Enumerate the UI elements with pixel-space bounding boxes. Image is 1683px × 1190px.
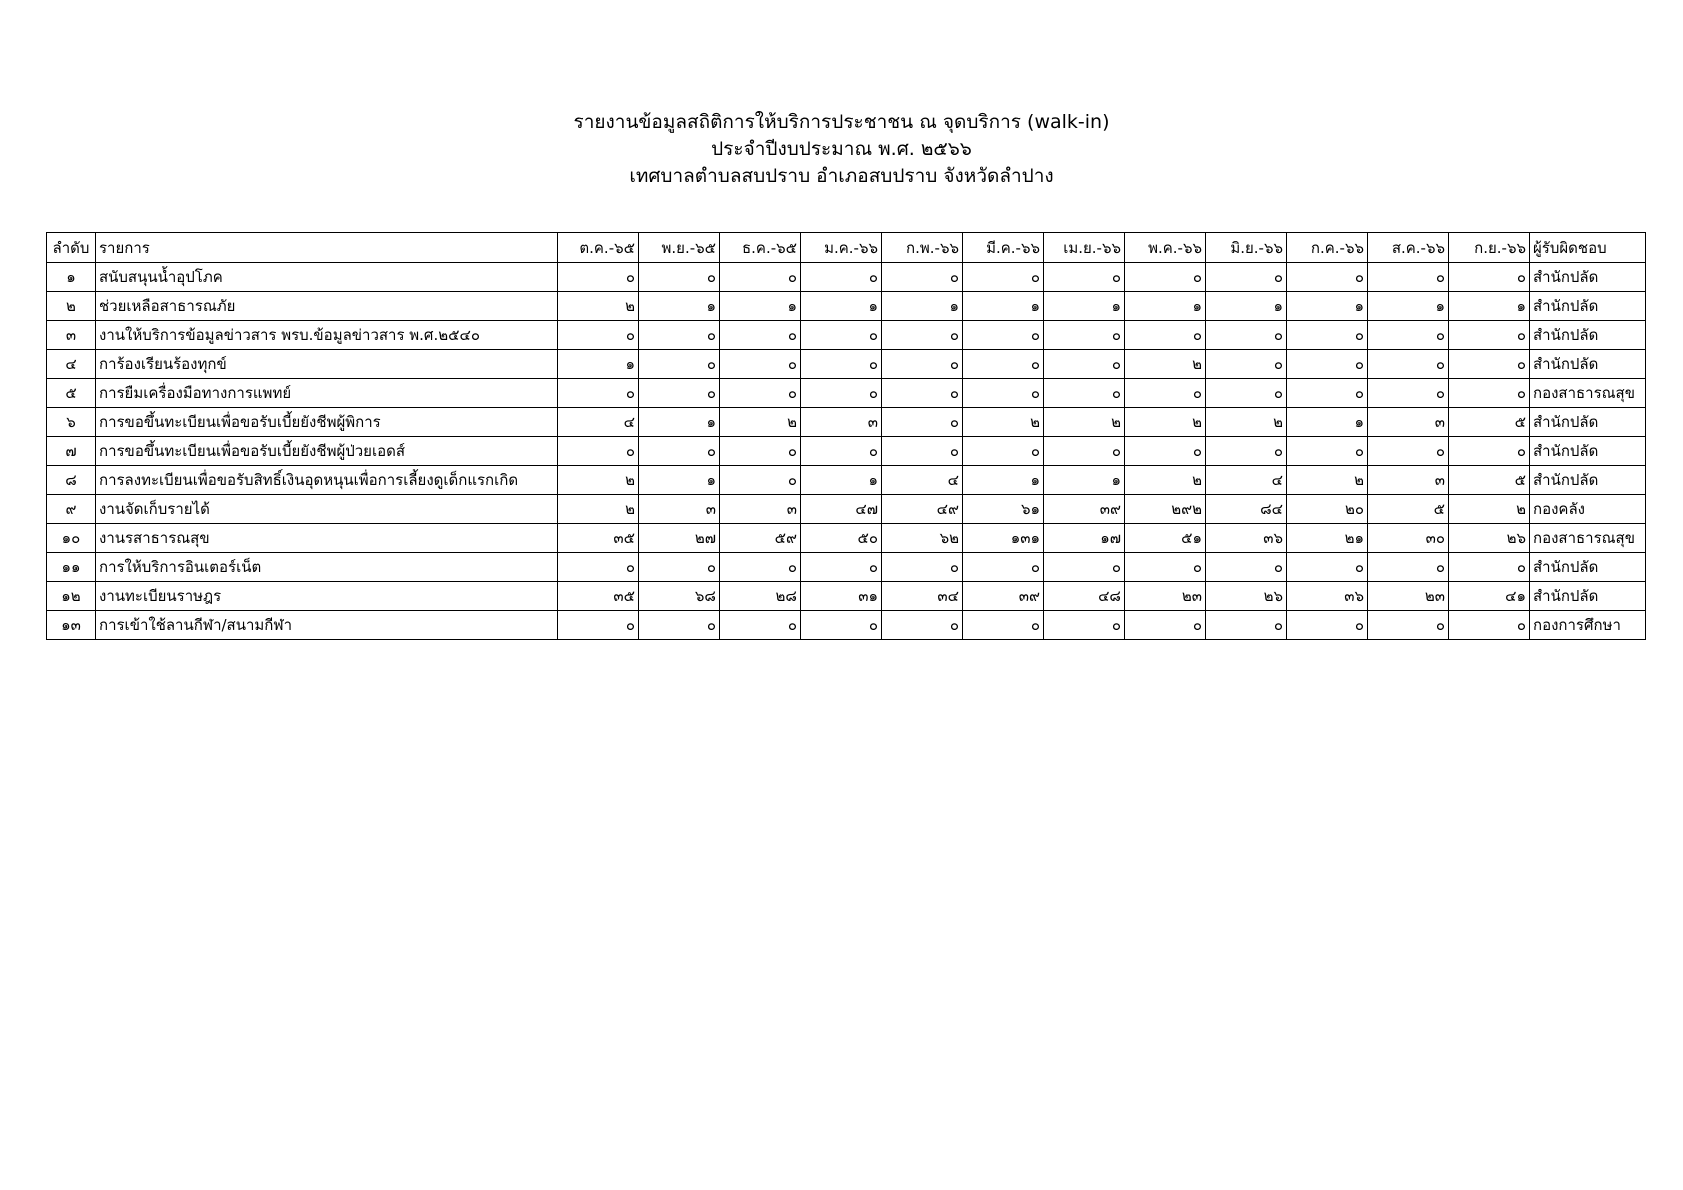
row-month-value-cell: ๐: [1044, 263, 1125, 292]
table-row: [47, 350, 1646, 379]
row-month-value-cell: ๐: [1449, 350, 1530, 379]
row-item-cell: การขอขึ้นทะเบียนเพื่อขอรับเบี้ยยังชีพผู้ป่วยเอดส์: [96, 437, 558, 466]
row-order-cell: ๑๑: [47, 553, 96, 582]
table-row: [47, 263, 1646, 292]
row-month-value-cell: ๐: [1044, 553, 1125, 582]
row-month-value-cell: ๐: [1287, 437, 1368, 466]
row-month-value-cell: ๐: [1368, 379, 1449, 408]
row-month-value-cell: ๐: [1287, 321, 1368, 350]
row-month-value-cell: ๐: [639, 611, 720, 640]
row-month-value-cell: ๐: [720, 466, 801, 495]
table-row: [47, 524, 1646, 553]
row-month-value-cell: ๐: [558, 379, 639, 408]
row-month-value-cell: ๑: [1368, 292, 1449, 321]
row-month-value-cell: ๐: [639, 321, 720, 350]
row-month-value-cell: ๒: [1125, 408, 1206, 437]
row-order-cell: ๑๐: [47, 524, 96, 553]
row-month-value-cell: ๐: [558, 553, 639, 582]
row-order-cell: ๑๒: [47, 582, 96, 611]
row-month-value-cell: ๐: [882, 321, 963, 350]
row-month-value-cell: ๑: [558, 350, 639, 379]
table-row: [47, 611, 1646, 640]
row-month-value-cell: ๐: [882, 263, 963, 292]
row-month-value-cell: ๒: [1125, 350, 1206, 379]
table-row: [47, 582, 1646, 611]
row-responsible-cell: กองคลัง: [1530, 495, 1646, 524]
row-month-value-cell: ๓: [1368, 466, 1449, 495]
row-month-value-cell: ๐: [720, 263, 801, 292]
row-month-value-cell: ๐: [1287, 611, 1368, 640]
row-month-value-cell: ๔๗: [801, 495, 882, 524]
row-month-value-cell: ๔: [558, 408, 639, 437]
row-responsible-cell: สำนักปลัด: [1530, 408, 1646, 437]
row-month-value-cell: ๓๐: [1368, 524, 1449, 553]
row-month-value-cell: ๑: [720, 292, 801, 321]
row-month-value-cell: ๐: [720, 611, 801, 640]
row-month-value-cell: ๓๙: [963, 582, 1044, 611]
row-item-cell: การลงทะเบียนเพื่อขอรับสิทธิ์เงินอุดหนุนเพื่อการเลี้ยงดูเด็กแรกเกิด: [96, 466, 558, 495]
row-month-value-cell: ๐: [1206, 611, 1287, 640]
row-month-value-cell: ๐: [1206, 379, 1287, 408]
row-month-value-cell: ๒: [1044, 408, 1125, 437]
row-month-value-cell: ๐: [882, 437, 963, 466]
row-month-value-cell: ๐: [558, 321, 639, 350]
row-month-value-cell: ๐: [801, 321, 882, 350]
row-month-value-cell: ๑๗: [1044, 524, 1125, 553]
header-item: รายการ: [96, 233, 558, 263]
header-month: มิ.ย.-๖๖: [1206, 233, 1287, 263]
row-month-value-cell: ๐: [1368, 321, 1449, 350]
row-month-value-cell: ๑: [639, 466, 720, 495]
row-month-value-cell: ๓๕: [558, 524, 639, 553]
row-month-value-cell: ๑: [1125, 292, 1206, 321]
row-month-value-cell: ๒: [558, 495, 639, 524]
row-responsible-cell: สำนักปลัด: [1530, 350, 1646, 379]
row-month-value-cell: ๐: [963, 611, 1044, 640]
row-month-value-cell: ๒๙๒: [1125, 495, 1206, 524]
row-month-value-cell: ๐: [558, 611, 639, 640]
table-row: [47, 321, 1646, 350]
header-month: ต.ค.-๖๕: [558, 233, 639, 263]
row-month-value-cell: ๓๖: [1206, 524, 1287, 553]
row-item-cell: การขอขึ้นทะเบียนเพื่อขอรับเบี้ยยังชีพผู้พิการ: [96, 408, 558, 437]
row-month-value-cell: ๐: [1449, 437, 1530, 466]
row-month-value-cell: ๕๑: [1125, 524, 1206, 553]
row-month-value-cell: ๒๖: [1449, 524, 1530, 553]
row-month-value-cell: ๐: [720, 437, 801, 466]
row-month-value-cell: ๐: [1125, 263, 1206, 292]
row-order-cell: ๕: [47, 379, 96, 408]
row-month-value-cell: ๐: [720, 350, 801, 379]
row-responsible-cell: สำนักปลัด: [1530, 582, 1646, 611]
row-month-value-cell: ๐: [639, 263, 720, 292]
row-order-cell: ๑๓: [47, 611, 96, 640]
row-month-value-cell: ๓๙: [1044, 495, 1125, 524]
table-row: [47, 437, 1646, 466]
row-month-value-cell: ๒๑: [1287, 524, 1368, 553]
row-responsible-cell: สำนักปลัด: [1530, 263, 1646, 292]
row-month-value-cell: ๐: [1125, 553, 1206, 582]
row-month-value-cell: ๐: [882, 553, 963, 582]
row-order-cell: ๙: [47, 495, 96, 524]
row-item-cell: การยืมเครื่องมือทางการแพทย์: [96, 379, 558, 408]
row-month-value-cell: ๔: [882, 466, 963, 495]
table-row: [47, 379, 1646, 408]
table-row: [47, 292, 1646, 321]
row-month-value-cell: ๕๐: [801, 524, 882, 553]
row-month-value-cell: ๐: [1044, 379, 1125, 408]
table-row: [47, 466, 1646, 495]
report-title: รายงานข้อมูลสถิติการให้บริการประชาชน ณ จุดบริการ (walk-in): [573, 111, 1110, 133]
row-responsible-cell: สำนักปลัด: [1530, 553, 1646, 582]
row-month-value-cell: ๐: [801, 263, 882, 292]
row-month-value-cell: ๐: [1206, 350, 1287, 379]
row-month-value-cell: ๐: [882, 350, 963, 379]
row-order-cell: ๗: [47, 437, 96, 466]
table-row: [47, 553, 1646, 582]
row-item-cell: งานให้บริการข้อมูลข่าวสาร พรบ.ข้อมูลข่าวสาร พ.ศ.๒๕๔๐: [96, 321, 558, 350]
row-month-value-cell: ๐: [1368, 437, 1449, 466]
row-month-value-cell: ๔: [1206, 466, 1287, 495]
table-header-row: [47, 233, 1646, 263]
row-month-value-cell: ๐: [801, 437, 882, 466]
row-month-value-cell: ๐: [558, 437, 639, 466]
row-month-value-cell: ๐: [1287, 350, 1368, 379]
row-month-value-cell: ๑: [963, 466, 1044, 495]
row-month-value-cell: ๒๖: [1206, 582, 1287, 611]
row-month-value-cell: ๐: [801, 350, 882, 379]
row-month-value-cell: ๑: [1449, 292, 1530, 321]
row-item-cell: การ้องเรียนร้องทุกข์: [96, 350, 558, 379]
row-month-value-cell: ๐: [1287, 553, 1368, 582]
row-month-value-cell: ๖๘: [639, 582, 720, 611]
row-month-value-cell: ๐: [1449, 263, 1530, 292]
row-month-value-cell: ๐: [1044, 437, 1125, 466]
organization-subtitle: เทศบาลตำบลสบปราบ อำเภอสบปราบ จังหวัดลำปาง: [629, 165, 1054, 187]
row-month-value-cell: ๒๓: [1368, 582, 1449, 611]
row-month-value-cell: ๕๙: [720, 524, 801, 553]
row-month-value-cell: ๐: [1206, 437, 1287, 466]
row-month-value-cell: ๑: [801, 466, 882, 495]
header-month: ส.ค.-๖๖: [1368, 233, 1449, 263]
table-row: [47, 408, 1646, 437]
row-month-value-cell: ๓๑: [801, 582, 882, 611]
row-month-value-cell: ๒: [1125, 466, 1206, 495]
row-month-value-cell: ๐: [558, 263, 639, 292]
row-month-value-cell: ๓: [801, 408, 882, 437]
header-month: ม.ค.-๖๖: [801, 233, 882, 263]
row-month-value-cell: ๓: [720, 495, 801, 524]
row-month-value-cell: ๒: [720, 408, 801, 437]
row-month-value-cell: ๐: [801, 379, 882, 408]
row-month-value-cell: ๒: [1206, 408, 1287, 437]
row-month-value-cell: ๖๒: [882, 524, 963, 553]
row-month-value-cell: ๑: [882, 292, 963, 321]
row-month-value-cell: ๓๔: [882, 582, 963, 611]
row-month-value-cell: ๑: [1044, 466, 1125, 495]
row-month-value-cell: ๘๔: [1206, 495, 1287, 524]
row-month-value-cell: ๑: [639, 292, 720, 321]
row-month-value-cell: ๔๘: [1044, 582, 1125, 611]
row-order-cell: ๑: [47, 263, 96, 292]
row-month-value-cell: ๐: [639, 437, 720, 466]
row-month-value-cell: ๐: [639, 379, 720, 408]
row-month-value-cell: ๐: [882, 611, 963, 640]
row-month-value-cell: ๐: [1368, 350, 1449, 379]
row-item-cell: งานรสาธารณสุข: [96, 524, 558, 553]
row-month-value-cell: ๐: [1044, 321, 1125, 350]
row-month-value-cell: ๒๐: [1287, 495, 1368, 524]
row-responsible-cell: กองสาธารณสุข: [1530, 379, 1646, 408]
row-month-value-cell: ๐: [1206, 321, 1287, 350]
row-month-value-cell: ๐: [1044, 350, 1125, 379]
row-month-value-cell: ๐: [720, 321, 801, 350]
row-month-value-cell: ๐: [1125, 321, 1206, 350]
row-month-value-cell: ๐: [963, 553, 1044, 582]
row-responsible-cell: สำนักปลัด: [1530, 321, 1646, 350]
header-month: ก.พ.-๖๖: [882, 233, 963, 263]
row-month-value-cell: ๑๓๑: [963, 524, 1044, 553]
row-responsible-cell: สำนักปลัด: [1530, 466, 1646, 495]
row-month-value-cell: ๐: [1368, 263, 1449, 292]
table-body: [47, 263, 1646, 640]
row-month-value-cell: ๐: [1449, 379, 1530, 408]
row-order-cell: ๖: [47, 408, 96, 437]
header-order: ลำดับ: [47, 233, 96, 263]
row-month-value-cell: ๐: [1125, 379, 1206, 408]
row-month-value-cell: ๐: [963, 379, 1044, 408]
row-month-value-cell: ๒: [558, 466, 639, 495]
row-month-value-cell: ๐: [1287, 379, 1368, 408]
row-month-value-cell: ๔๙: [882, 495, 963, 524]
row-responsible-cell: กองการศึกษา: [1530, 611, 1646, 640]
table-row: [47, 495, 1646, 524]
row-item-cell: การเข้าใช้ลานกีฬา/สนามกีฬา: [96, 611, 558, 640]
row-month-value-cell: ๐: [882, 408, 963, 437]
row-month-value-cell: ๒: [1287, 466, 1368, 495]
header-month: ก.ค.-๖๖: [1287, 233, 1368, 263]
row-month-value-cell: ๐: [1125, 611, 1206, 640]
row-month-value-cell: ๐: [801, 553, 882, 582]
row-month-value-cell: ๑: [963, 292, 1044, 321]
row-month-value-cell: ๔๑: [1449, 582, 1530, 611]
row-month-value-cell: ๑: [1206, 292, 1287, 321]
header-month: ธ.ค.-๖๕: [720, 233, 801, 263]
row-month-value-cell: ๐: [1449, 321, 1530, 350]
header-responsible: ผู้รับผิดชอบ: [1530, 233, 1646, 263]
row-month-value-cell: ๑: [1044, 292, 1125, 321]
row-month-value-cell: ๕: [1368, 495, 1449, 524]
row-month-value-cell: ๒: [1449, 495, 1530, 524]
row-month-value-cell: ๓๖: [1287, 582, 1368, 611]
row-month-value-cell: ๑: [639, 408, 720, 437]
row-month-value-cell: ๐: [1287, 263, 1368, 292]
report-title-block: [0, 109, 1683, 190]
row-month-value-cell: ๐: [801, 611, 882, 640]
row-month-value-cell: ๐: [1449, 611, 1530, 640]
row-month-value-cell: ๖๑: [963, 495, 1044, 524]
row-month-value-cell: ๒๓: [1125, 582, 1206, 611]
row-month-value-cell: ๐: [963, 263, 1044, 292]
row-responsible-cell: สำนักปลัด: [1530, 437, 1646, 466]
row-item-cell: การให้บริการอินเตอร์เน็ต: [96, 553, 558, 582]
row-responsible-cell: กองสาธารณสุข: [1530, 524, 1646, 553]
header-month: เม.ย.-๖๖: [1044, 233, 1125, 263]
row-order-cell: ๓: [47, 321, 96, 350]
row-item-cell: ช่วยเหลือสาธารณภัย: [96, 292, 558, 321]
header-month: พ.ค.-๖๖: [1125, 233, 1206, 263]
row-month-value-cell: ๐: [963, 321, 1044, 350]
row-month-value-cell: ๐: [1368, 553, 1449, 582]
row-order-cell: ๔: [47, 350, 96, 379]
row-month-value-cell: ๒๗: [639, 524, 720, 553]
row-responsible-cell: สำนักปลัด: [1530, 292, 1646, 321]
row-month-value-cell: ๐: [1206, 263, 1287, 292]
row-month-value-cell: ๐: [720, 379, 801, 408]
row-month-value-cell: ๐: [1044, 611, 1125, 640]
row-month-value-cell: ๐: [963, 437, 1044, 466]
row-item-cell: งานทะเบียนราษฎร: [96, 582, 558, 611]
row-month-value-cell: ๕: [1449, 466, 1530, 495]
row-item-cell: สนับสนุนน้ำอุปโภค: [96, 263, 558, 292]
row-month-value-cell: ๑: [1287, 408, 1368, 437]
row-month-value-cell: ๐: [720, 553, 801, 582]
row-month-value-cell: ๓๕: [558, 582, 639, 611]
row-month-value-cell: ๕: [1449, 408, 1530, 437]
row-month-value-cell: ๑: [801, 292, 882, 321]
row-month-value-cell: ๒: [558, 292, 639, 321]
row-month-value-cell: ๐: [882, 379, 963, 408]
header-month: มี.ค.-๖๖: [963, 233, 1044, 263]
row-item-cell: งานจัดเก็บรายได้: [96, 495, 558, 524]
row-order-cell: ๘: [47, 466, 96, 495]
row-month-value-cell: ๑: [1287, 292, 1368, 321]
row-month-value-cell: ๒: [963, 408, 1044, 437]
row-month-value-cell: ๐: [1368, 611, 1449, 640]
row-month-value-cell: ๐: [639, 553, 720, 582]
row-month-value-cell: ๐: [1206, 553, 1287, 582]
row-month-value-cell: ๓: [1368, 408, 1449, 437]
fiscal-year-subtitle: ประจำปีงบประมาณ พ.ศ. ๒๕๖๖: [711, 138, 972, 160]
header-month: พ.ย.-๖๕: [639, 233, 720, 263]
row-month-value-cell: ๐: [1125, 437, 1206, 466]
row-month-value-cell: ๐: [963, 350, 1044, 379]
row-order-cell: ๒: [47, 292, 96, 321]
row-month-value-cell: ๒๘: [720, 582, 801, 611]
row-month-value-cell: ๐: [1449, 553, 1530, 582]
row-month-value-cell: ๐: [639, 350, 720, 379]
row-month-value-cell: ๓: [639, 495, 720, 524]
header-month: ก.ย.-๖๖: [1449, 233, 1530, 263]
statistics-table: [46, 232, 1646, 640]
